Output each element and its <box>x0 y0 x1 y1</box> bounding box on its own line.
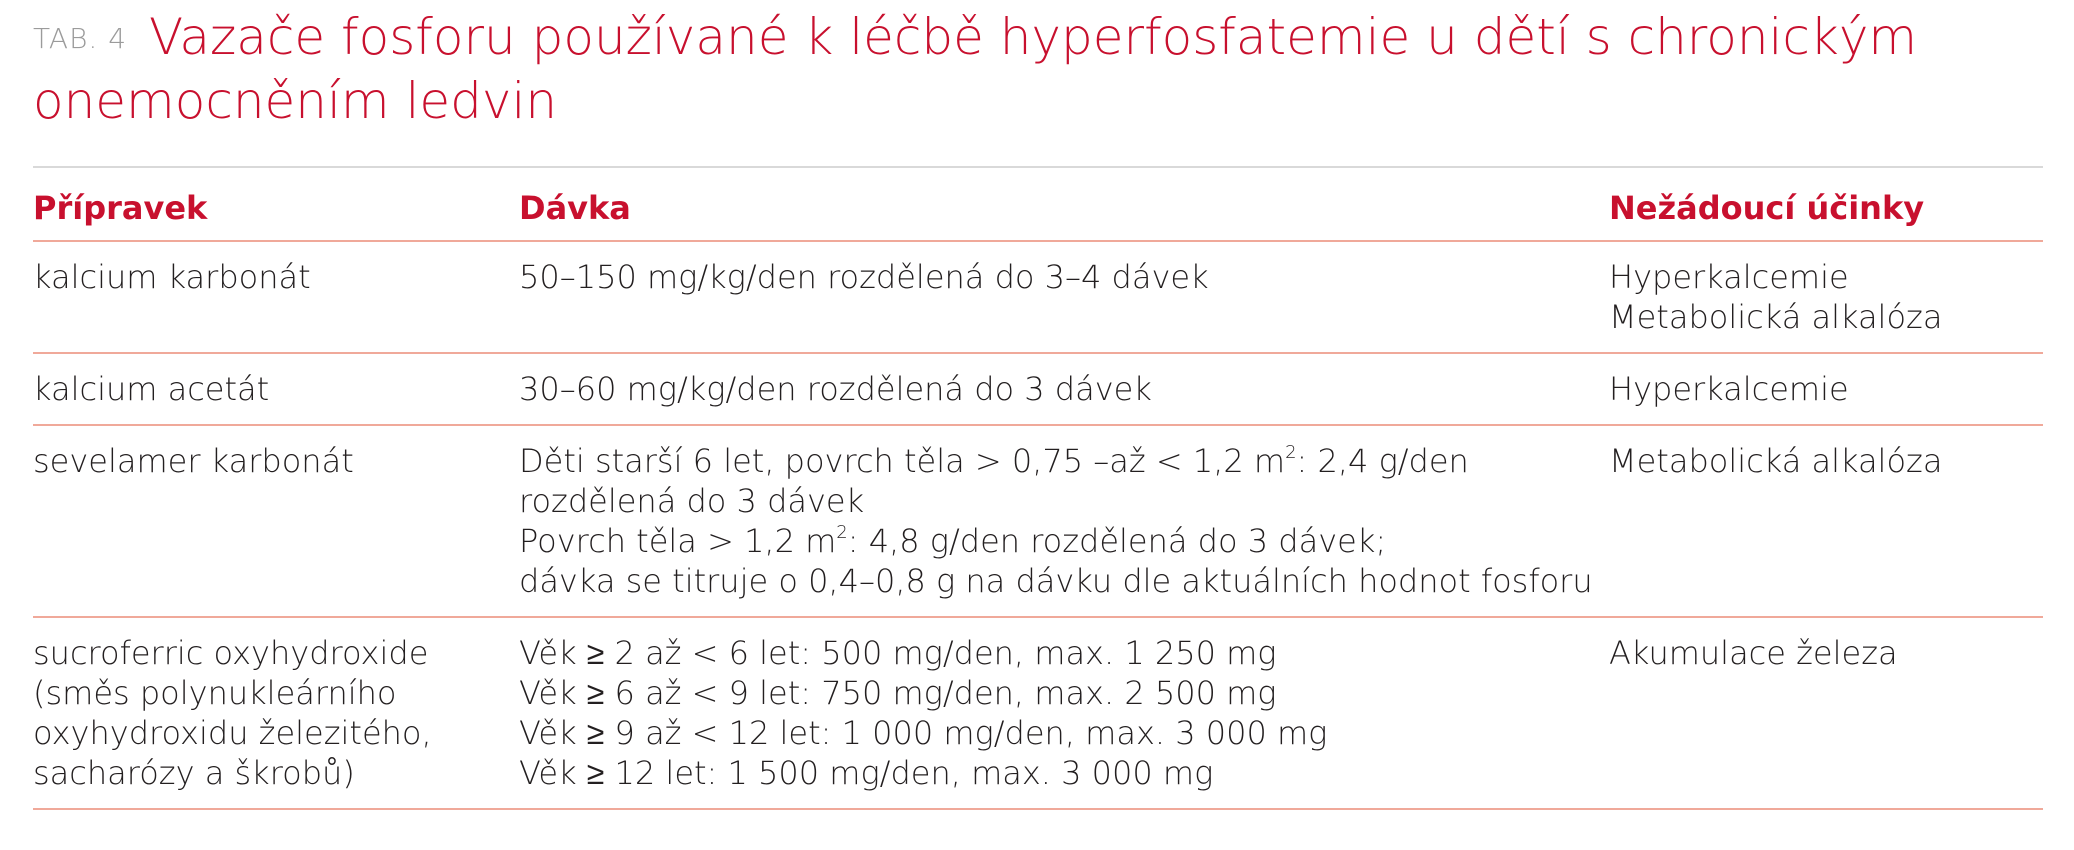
preparation-text: sacharózy a škrobů) <box>33 754 355 792</box>
effect-text: Hyperkalcemie <box>1609 370 1849 408</box>
superscript-two: 2 <box>1285 442 1297 463</box>
dose-text: Povrch těla > 1,2 $m^2$: 4,8 g/den rozdělená do 3 dávek; <box>519 522 1387 560</box>
effect-text: Akumulace železa <box>1609 634 1898 672</box>
table-row <box>33 618 2043 810</box>
dose-text: Věk ≥ 12 let: 1 500 mg/den, max. 3 000 mg <box>519 754 1214 792</box>
table-title-text: Vazače fosforu používané k léčbě hyperfosfatemie u dětí s chronickým onemocněním ledvin <box>33 8 1918 130</box>
preparation-cell <box>33 618 519 808</box>
preparation-text: oxyhydroxidu železitého, <box>33 714 432 752</box>
dose-text: Věk ≥ 6 až < 9 let: 750 mg/den, max. 2 500 mg <box>519 674 1277 712</box>
preparation-cell <box>33 426 519 616</box>
table-row <box>33 426 2043 618</box>
dose-text: 30–60 mg/kg/den rozdělená do 3 dávek <box>519 370 1152 408</box>
dose-text: rozdělená do 3 dávek <box>519 482 865 520</box>
header-adverse-effects: Nežádoucí účinky <box>1609 189 1925 227</box>
superscript-two: 2 <box>836 522 848 543</box>
table-header-row <box>33 168 2043 242</box>
preparation-text: (směs polynukleárního <box>33 674 397 712</box>
preparation-text: kalcium acetát <box>33 370 270 408</box>
preparation-text: sevelamer karbonát <box>33 442 354 480</box>
preparation-cell <box>33 242 519 352</box>
dose-cell <box>519 426 1609 616</box>
effects-cell <box>1609 242 2043 352</box>
effect-text: Metabolická alkalóza <box>1609 298 1943 336</box>
dose-cell <box>519 618 1609 808</box>
table-number-label: TAB. 4 <box>33 22 128 55</box>
effect-text: Hyperkalcemie <box>1609 258 1849 296</box>
table-row <box>33 354 2043 426</box>
table-title <box>33 6 2023 132</box>
dose-cell <box>519 242 1609 352</box>
header-dose: Dávka <box>519 189 631 227</box>
effects-cell <box>1609 426 2043 616</box>
effect-text: Metabolická alkalóza <box>1609 442 1943 480</box>
header-preparation: Přípravek <box>33 189 208 227</box>
preparation-text: sucroferric oxyhydroxide <box>33 634 429 672</box>
table-row <box>33 242 2043 354</box>
dose-text: dávka se titruje o 0,4–0,8 g na dávku dle aktuálních hodnot fosforu <box>519 562 1593 600</box>
preparation-text: kalcium karbonát <box>33 258 311 296</box>
dose-text: Děti starší 6 let, povrch těla > 0,75 –až < 1,2 $m^2$: 2,4 g/den <box>519 442 1469 480</box>
dose-text: Věk ≥ 2 až < 6 let: 500 mg/den, max. 1 250 mg <box>519 634 1277 672</box>
effects-cell <box>1609 618 2043 808</box>
effects-cell <box>1609 354 2043 424</box>
preparation-cell <box>33 354 519 424</box>
dosage-table <box>33 166 2043 810</box>
dose-text: 50–150 mg/kg/den rozdělená do 3–4 dávek <box>519 258 1209 296</box>
dose-cell <box>519 354 1609 424</box>
dose-text: Věk ≥ 9 až < 12 let: 1 000 mg/den, max. 3 000 mg <box>519 714 1328 752</box>
